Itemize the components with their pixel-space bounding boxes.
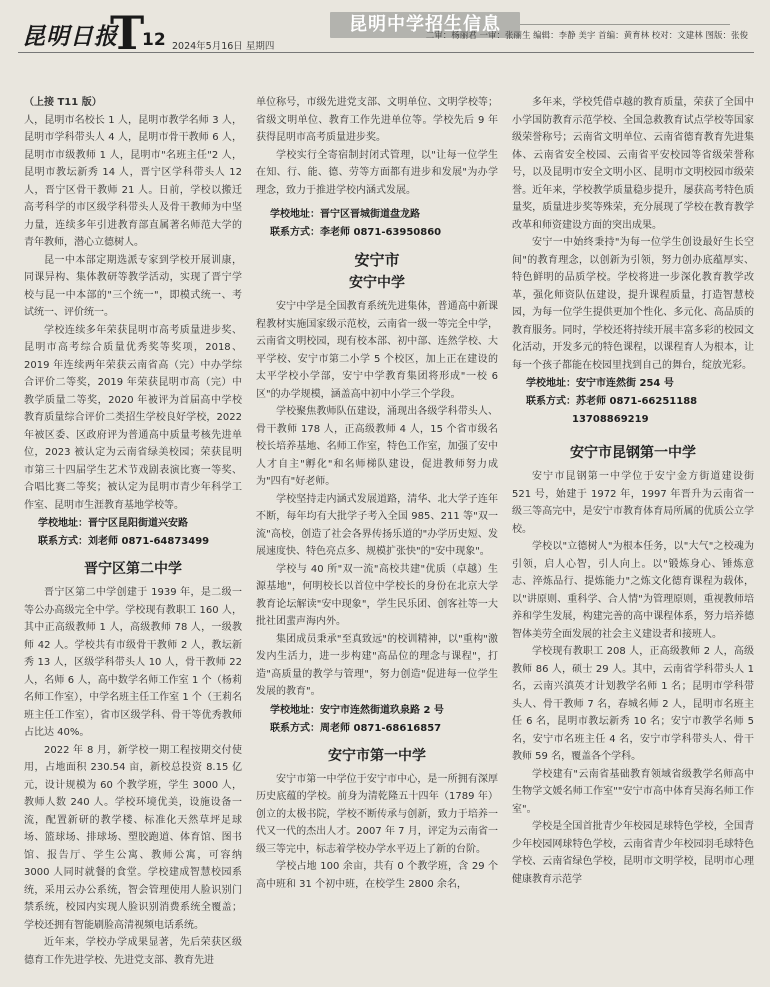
school-contact — [270, 225, 498, 241]
issue-date: 2024年5月16日 星期四 — [172, 41, 275, 52]
article-paragraph: 学校坚持走内涵式发展道路，清华、北大学子连年不断，每年均有大批学子考入全国 985、211 等"双一流"高校，创造了社会各界传扬乐道的"办学历史短、发展速度快、特色亮点多、规模扩张快"的"安中现象"。 — [256, 493, 498, 557]
decorative-line — [520, 24, 730, 25]
address-value: 安宁市连然街道玖泉路 2 号 — [320, 704, 444, 716]
header-rule — [18, 52, 754, 53]
contact-value: 苏老师 0871-66251188 — [576, 396, 698, 407]
school-title: 安宁市昆钢第一中学 — [570, 445, 696, 461]
contact-value: 周老师 0871-68616857 — [320, 722, 442, 734]
school-address — [270, 207, 498, 223]
editor-credits: 二审：杨丽君 一审：张丽生 编辑：李静 美宇 首编：黄育林 校对：文建林 图版：张俊 — [425, 31, 748, 41]
contact-label: 联系方式： — [526, 396, 576, 407]
article-paragraph: 昆一中本部定期选派专家到学校开展训康，同课异构、集体教研等教学活动，实现了晋宁学校与昆一中本部的"三个统一"，即模式统一、考试统一、评价统一。 — [24, 254, 242, 318]
article-paragraph: 学校连续多年荣获昆明市高考质量进步奖、昆明市高考综合质量优秀奖等奖项，2018、2019 年连续两年荣获云南省高（完）中办学综合评价二等奖，2019 年荣获昆明市高（完）中教学质量二等奖，2020 年被评为首届高中学校教育质量综合评价二类招生学校良好学校，2022 年被区委、区政府评为普通高中质量考核先进单位，2023 被认定为云南省绿美校园；荣获昆明市第三十四届学生艺术节戏剧表演比赛一等奖、合唱比赛二等奖；被认定为昆明市青少年科学工作室、昆明市生涯教育基地学校等。 — [24, 324, 242, 511]
article-paragraph: 近年来，学校办学成果显著，先后荣获区级德育工作先进学校、先进党支部、教育先进 — [24, 937, 242, 966]
school-contact — [526, 394, 754, 410]
article-paragraph: 学校现有教职工 208 人，正高级教师 2 人，高级教师 86 人，硕士 29 人。其中，云南省学科带头人 1 名，云南兴滇英才计划教学名师 1 名；昆明市学科带头人、骨干教师 7 名，春城名师 2 人，昆明市名班主任 6 名，昆明市教坛新秀 10 名；安宁市教学名师 5 名，安宁市名班主任 4 名，安宁市学科带头人、骨干教师 59 名，覆盖各个学科。 — [512, 646, 754, 762]
newspaper-logo: 昆明日报 — [22, 23, 118, 50]
article-paragraph: 晋宁区第二中学创建于 1939 年，是二级一等公办高级完全中学。学校现有教职工 160 人，其中正高级教师 1 人，高级教师 78 人，一级教师 42 人。学校共有市级骨干教师 2 人，教坛新秀 13 人，区级学科带头人 10 人，骨干教师 22 人，名师 6 人，高中数学名师工作室 1 个（杨莉名师工作室），中学名班主任工作室 1 个（王莉名班主任工作室），省市区级学科、骨干等优秀教师占比达 40%。 — [24, 587, 242, 738]
page-letter: T — [110, 6, 145, 60]
city-heading: 安宁市 — [354, 251, 400, 269]
article-paragraph: 学校实行全寄宿制封闭式管理，以"让每一位学生在知、行、能、德、劳等方面都有进步和发展"为办学理念，致力于推进学校内涵式发展。 — [256, 149, 498, 196]
contact-label: 联系方式： — [270, 722, 320, 734]
contact-label: 联系方式： — [270, 227, 320, 238]
column-2 — [256, 94, 498, 987]
section-title: 昆明中学招生信息 — [349, 14, 501, 35]
article-paragraph: 学校占地 100 余亩，共有 0 个教学班，含 29 个高中班和 31 个初中班，在校学生 2800 余名， — [256, 861, 498, 890]
article-paragraph: 学校是全国首批青少年校园足球特色学校，全国青少年校园网球特色学校，云南省青少年校园羽毛球特色学校、云南省绿色学校，昆明市文明学校，昆明市心理健康教育示范学 — [512, 821, 754, 885]
school-title: 晋宁区第二中学 — [84, 561, 182, 577]
page-number: 12 — [142, 30, 166, 50]
address-label: 学校地址： — [526, 378, 576, 389]
article-paragraph: 集团成员秉承"至真致远"的校训精神，以"重构"激发内生活力，进一步构建"高品位的理念与课程"，打造"高质量的教学与管理"，努力创造"促进每一位学生发展的教育"。 — [256, 633, 498, 697]
school-contact-mobile: 13708869219 — [572, 414, 649, 425]
address-label: 学校地址： — [38, 518, 88, 529]
address-label: 学校地址： — [270, 704, 320, 716]
article-paragraph: 学校以"立德树人"为根本任务，以"大气"之校魂为引领，启人心智，引人向上。以"锻炼身心、锤炼意志、淬炼品行、提炼能力"之炼文化德育课程为载体，以"讲原则、重科学、合人情"为管理原则，重视教师培养和学生发展，构建完善的高中课程体系，努力培养德智体美劳全面发展的社会主义建设者和接班人。 — [512, 541, 754, 640]
masthead — [0, 0, 770, 92]
school-address — [270, 703, 498, 719]
address-value: 晋宁区晋城街道盘龙路 — [320, 209, 420, 220]
contact-value: 李老师 0871-63950860 — [320, 227, 442, 238]
school-contact — [270, 721, 498, 737]
article-paragraph: 人，昆明市名校长 1 人，昆明市教学名师 3 人，昆明市学科带头人 4 人，昆明市骨干教师 6 人，昆明市市级教师 1 人，昆明市"名班主任"2 人，昆明市教坛新秀 14 人，晋宁区学科带头人 12 人，晋宁区骨干教师 21 人。日前，学校以搬迁高考科学的市区级学科带头人及骨干教师为中坚力量，连续多年引进教育部直属著名师范大学的青年教师，潜心立德树人。 — [24, 114, 242, 248]
contact-label: 联系方式： — [38, 536, 88, 547]
article-paragraph: 学校与 40 所"双一流"高校共建"优质（卓越）生源基地"，何明校长以首位中学校长的身份在北京大学教育论坛解读"安中现象"，学生民乐团、创客社等一大批社团蜚声海内外。 — [256, 563, 498, 627]
school-contact — [38, 534, 242, 550]
article-paragraph: 多年来，学校凭借卓越的教育质量，荣获了全国中小学国防教育示范学校、全国急救教育试点学校等国家级荣誉称号；云南省文明单位、云南省德育教育先进集体、云南省安全校园、云南省平安校园等省级荣誉称号，以及昆明市安全文明小区、昆明市文明校园市级荣誉。近年来，学校教学质量稳步提升，屡获高考特色质量奖，质量进步奖等殊荣，充分展现了学校在教育教学改革和师资建设方面的突出成果。 — [512, 97, 754, 231]
school-address — [526, 376, 754, 392]
column-1 — [24, 94, 242, 987]
contact-value: 刘老师 0871-64873499 — [88, 536, 210, 547]
article-paragraph: 安宁一中始终秉持"为每一位学生创设最好生长空间"的教育理念，以创新为引领，努力创办底蕴厚实、特色鲜明的品质学校。学校将进一步深化教育教学改革，强化师资队伍建设，提升课程质量，打造智慧校园，为每一位学生提供更加个性化、多元化、高品质的教育服务。同时，学校还将持续开展丰富多彩的校园文化活动，开发多元的特色课程，以课程育人为根本，让每一个孩子都能在校园里找到自己的舞台，绽放光彩。 — [512, 237, 754, 371]
article-paragraph: 安宁中学是全国教育系统先进集体，普通高中新课程教材实施国家级示范校，云南省一级一等完全中学，云南省文明校园，现有校本部、初中部、连然学校、大平学校、安宁市第二小学 5 个校区，加上正在建设的太平学校小学部，安宁中学教育集团将形成"一校 6 区"的办学规模，涵盖高中初中小学三个学段。 — [256, 301, 498, 400]
column-3 — [512, 94, 754, 987]
article-paragraph: 单位称号，市级先进党支部、文明单位、文明学校等；省级文明单位、教育工作先进单位等。学校先后 9 年获得昆明市高考质量进步奖。 — [256, 97, 498, 143]
article-paragraph: 学校建有"云南省基础教育领域省级教学名师高中生物学文媛名师工作室""安宁市高中体育吴海名师工作室"。 — [512, 768, 754, 815]
address-value: 安宁市连然街 254 号 — [576, 378, 674, 389]
address-value: 晋宁区昆阳街道兴安路 — [88, 518, 188, 529]
school-title: 安宁中学 — [349, 275, 405, 291]
article-paragraph: 安宁市昆钢第一中学位于安宁金方街道建设街 521 号，始建于 1972 年，1997 年晋升为云南省一级三等高完中，是安宁市教育体育局所属的优质公立学校。 — [512, 471, 754, 535]
address-label: 学校地址： — [270, 209, 320, 220]
continued-note: （上接 T11 版） — [24, 97, 102, 108]
article-paragraph: 2022 年 8 月，新学校一期工程按期交付使用，占地面积 230.54 亩，新校总投资 8.15 亿元，设计规模为 60 个教学班，学生 3000 人，教师人数 240 人。学校环境优美，设施设备一流，配置新研的教学楼、标准化天然草坪足球场、篮球场、排球场、塑胶跑道、体育馆、图书馆、报告厅、学生公寓、教师公寓，可容纳 3000 人同时就餐的食堂。学校建成智慧校园系统，采用云办公系统，智会管理使用人脸识别门禁系统，校园内实现人脸识别消费系统全覆盖；学校还拥有智能刷脸高清视频电话系统。 — [24, 744, 242, 931]
school-title: 安宁市第一中学 — [328, 747, 426, 764]
school-address — [38, 516, 242, 532]
article-paragraph: 安宁市第一中学位于安宁市中心，是一所拥有深厚历史底蕴的学校。前身为清乾隆五十四年（1789 年）创立的太极书院，学校不断传承与创新，致力于培养一代又一代的杰出人才。2007 年 7 月，评定为云南省一级三等完中，标志着学校办学水平迈上了新的台阶。 — [256, 773, 498, 855]
article-paragraph: 学校聚焦教师队伍建设，涌现出各级学科带头人、骨干教师 178 人，正高级教师 4 人，15 个省市级名校长培养基地、名师工作室，特色工作室，加强了安中人才自主"孵化"和名师梯队建设，促进教师努力成为"四有"好老师。 — [256, 406, 498, 487]
